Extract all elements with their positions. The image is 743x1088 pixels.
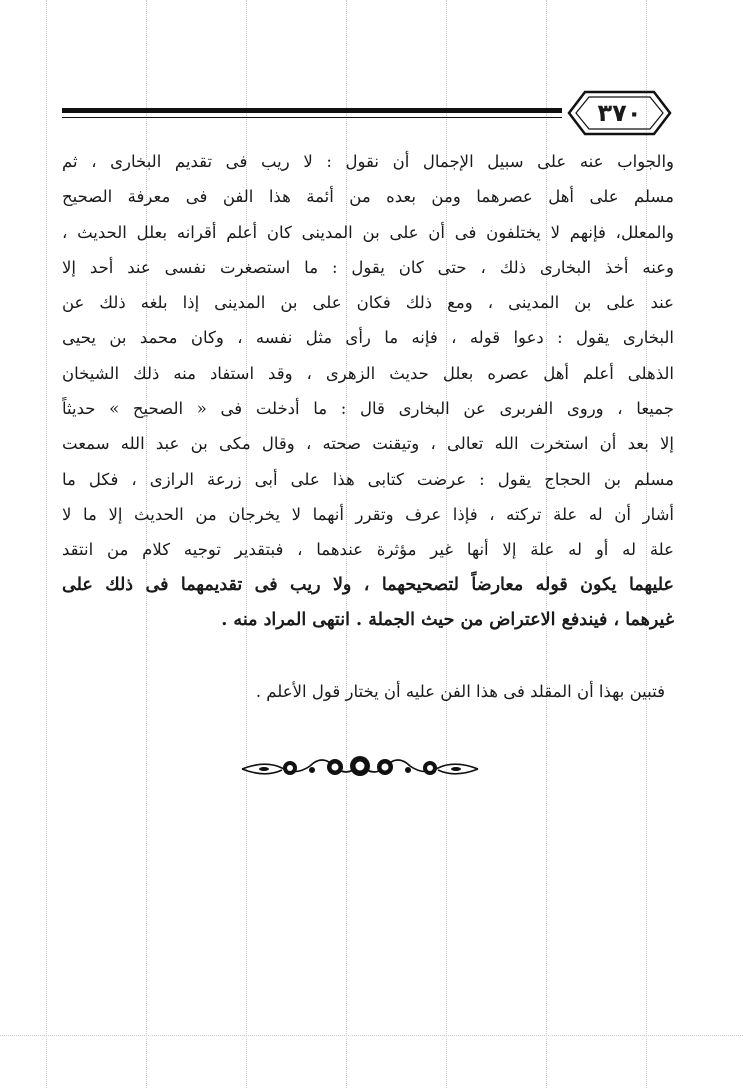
text-line: إلا بعد أن استخرت الله تعالى ، وتيقنت صحته ، وقال مكى بن عبد الله سمعت	[62, 434, 674, 454]
closing-sentence: فتبين بهذا أن المقلد فى هذا الفن عليه أن يختار قول الأعلم .	[255, 682, 665, 701]
text-line: جميعا ، وروى الفربرى عن البخارى قال : ما أدخلت فى « الصحيح » حديثاً	[62, 399, 674, 419]
text-line-bold: عليهما يكون قوله معارضاً لتصحيحهما ، ولا ريب فى تقديمهما فى ذلك على	[62, 574, 674, 595]
text-line: أشار أن له علة تركته ، فإذا عرف وتقرر أنهما لا يخرجان من الحديث إلا ما لا	[62, 504, 674, 524]
text-line: والمعلل، فإنهم لا يختلفون فى أن على بن المدينى كان أعلم أقرانه بعلل الحديث ،	[62, 222, 674, 242]
text-line-bold: غيرهما ، فيندفع الاعتراض من حيث الجملة . انتهى المراد منه .	[221, 609, 674, 630]
page-number: ٣٧٠	[597, 99, 642, 127]
text-line: البخارى يقول : دعوا قوله ، فإنه ما رأى مثل نفسه ، وكان محمد بن يحيى	[62, 328, 674, 348]
text-line: علة له أو له علة إلا أنها غير مؤثرة عندهما ، فبتقدير توجيه كلام من انتقد	[62, 540, 674, 560]
text-line: مسلم على أهل عصرهما ومن بعده من أئمة هذا الفن فى معرفة الصحيح	[62, 187, 674, 207]
text-line: والجواب عنه على سبيل الإجمال أن نقول : لا ريب فى تقديم البخارى ، ثم	[62, 152, 674, 171]
text-line: مسلم بن الحجاج يقول : عرضت كتابى هذا على أبى زرعة الرازى ، فكل ما	[62, 469, 674, 489]
text-line: عند على بن المدينى ، ومع ذلك فكان على بن المدينى إذا بلغه ذلك عن	[62, 293, 674, 313]
text-line: الذهلى أعلم أهل عصره بعلل حديث الزهرى ، وقد استفاد منه ذلك الشيخان	[62, 363, 674, 383]
text-line: وعنه أخذ البخارى ذلك ، حتى كان يقول : ما استصغرت نفسى عند أحد إلا	[62, 257, 674, 277]
